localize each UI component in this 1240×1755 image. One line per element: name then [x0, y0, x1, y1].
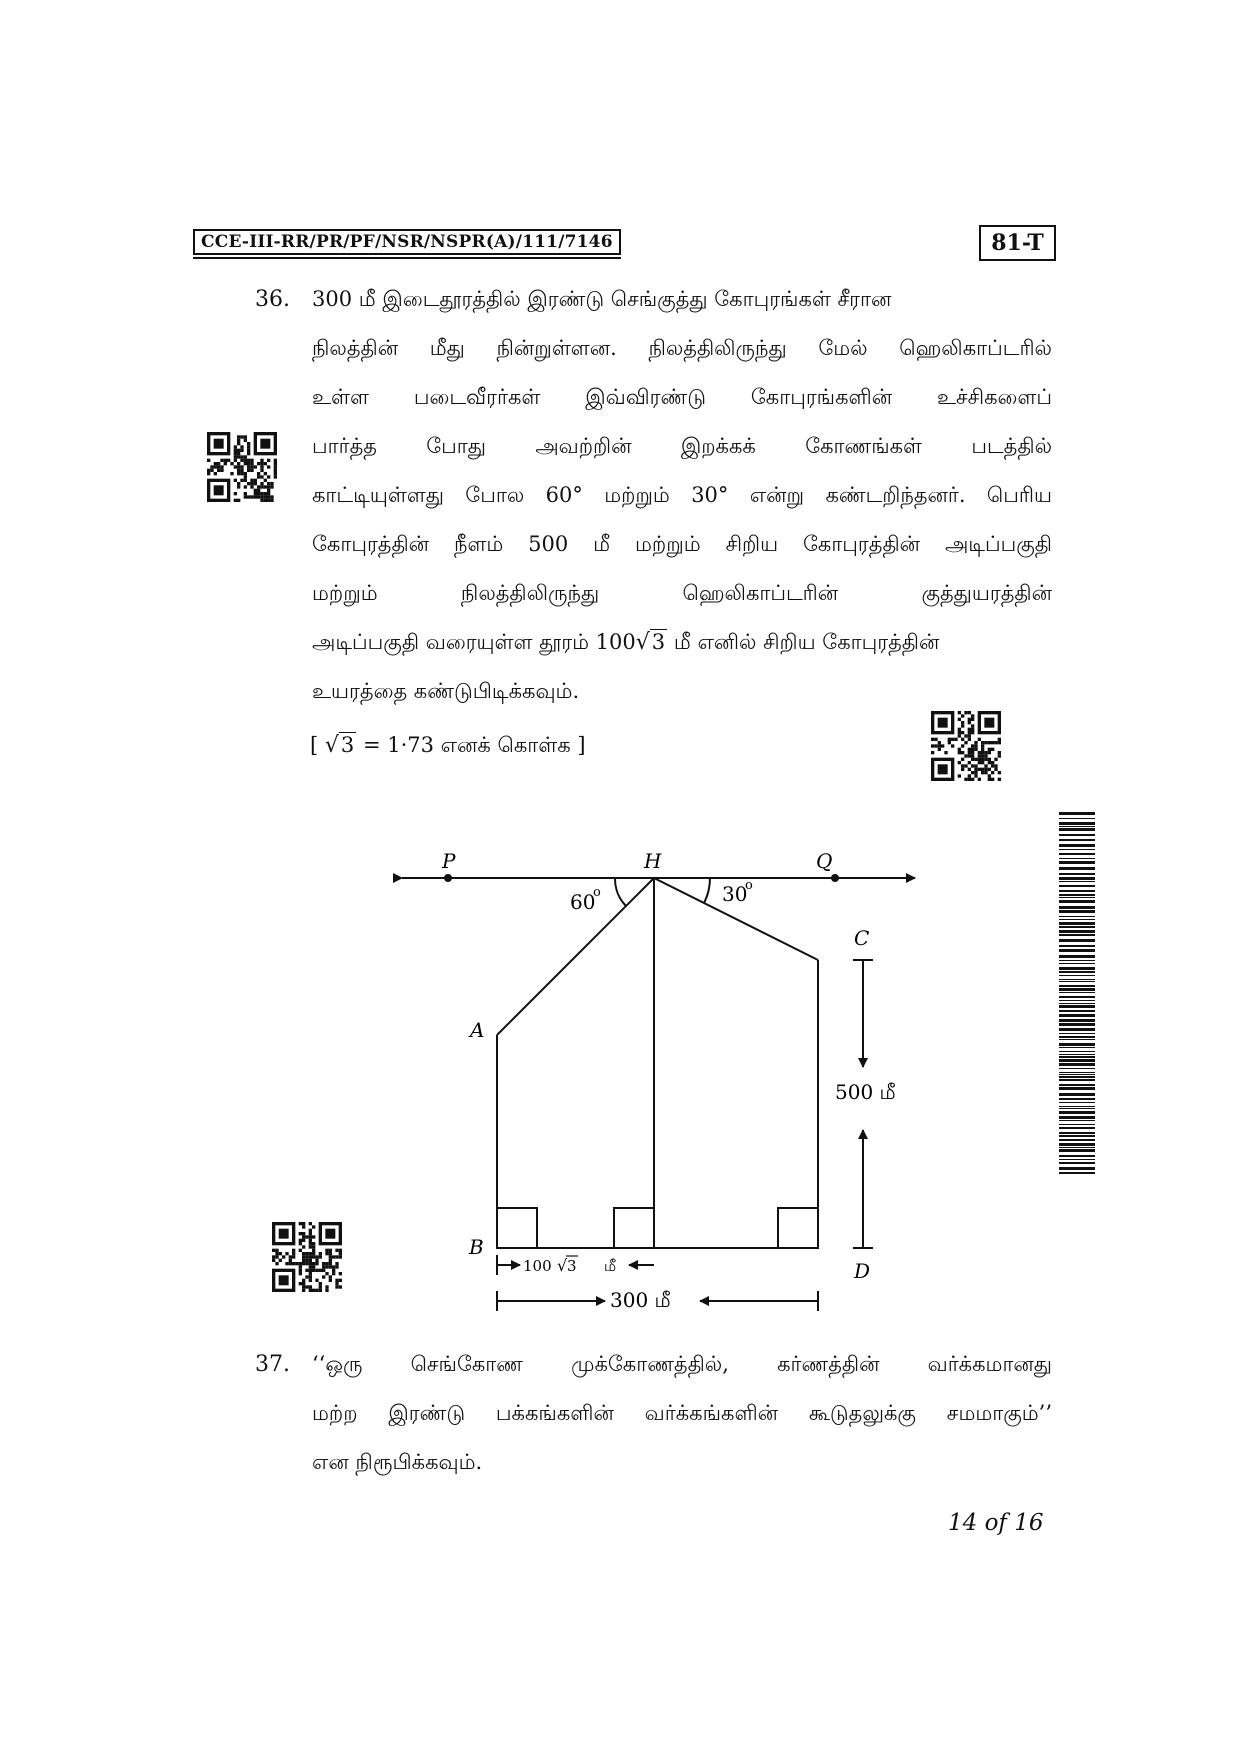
sqrt-symbol: √3: [635, 630, 666, 655]
right-angle-d: [778, 1208, 818, 1248]
angle-arc-30: [704, 878, 710, 903]
barcode: [1059, 812, 1095, 1174]
question-37-number: 37.: [255, 1352, 290, 1377]
hint-open-bracket: [: [310, 733, 319, 757]
q36-line-2: நிலத்தின் மீது நின்றுள்ளன. நிலத்திலிருந்து மேல் ஹெலிகாப்டரில்: [312, 336, 1052, 360]
label-a: A: [470, 1018, 485, 1042]
question-36-text: [312, 275, 1052, 716]
label-q: Q: [816, 849, 833, 873]
q36-line-8-start: அடிப்பகுதி வரையுள்ள தூரம் 100: [312, 630, 636, 654]
question-36-number: 36.: [255, 287, 290, 312]
label-degree-30: o: [745, 878, 753, 893]
question-paper-code: CCE-III-RR/PR/PF/NSR/NSPR(A)/111/7146: [193, 229, 621, 255]
label-base-small-prefix: 100: [523, 1257, 552, 1275]
label-base-small-unit: மீ: [604, 1257, 617, 1275]
label-angle-30: 30: [722, 882, 748, 906]
label-height-500: 500 மீ: [835, 1080, 896, 1104]
qr-code-right: [931, 711, 1001, 781]
subject-code: 81-T: [979, 225, 1056, 261]
q37-line-3: என நிரூபிக்கவும்.: [312, 1450, 483, 1474]
right-angle-b: [497, 1208, 537, 1248]
point-p: [444, 874, 452, 882]
q36-line-5: காட்டியுள்ளது போல 60° மற்றும் 30° என்று கண்டறிந்தனர். பெரிய: [312, 483, 1052, 507]
right-angle-foot: [614, 1208, 654, 1248]
label-h: H: [644, 849, 662, 873]
hint-sqrt-argument: 3: [340, 733, 355, 757]
q36-line-3: உள்ள படைவீரர்கள் இவ்விரண்டு கோபுரங்களின் உச்சிகளைப்: [312, 385, 1052, 409]
label-angle-60: 60: [570, 890, 596, 914]
q37-line-1: ‘‘ஒரு செங்கோண முக்கோணத்தில், கர்ணத்தின் வர்க்கமானது: [312, 1352, 1052, 1376]
label-b: B: [469, 1235, 484, 1259]
label-degree-60: o: [593, 885, 601, 900]
q36-line-1: 300 மீ இடைதூரத்தில் இரண்டு செங்குத்து கோபுரங்கள் சீரான: [312, 287, 892, 311]
q36-line-4: பார்த்த போது அவற்றின் இறக்கக் கோணங்கள் படத்தில்: [312, 434, 1052, 458]
label-base-total: 300 மீ: [610, 1288, 671, 1312]
label-p: P: [442, 849, 456, 873]
qr-code-left-top: [207, 432, 277, 502]
hint-sqrt: √3: [324, 733, 355, 758]
towers-diagram: [380, 830, 940, 1320]
q36-line-6: கோபுரத்தின் நீளம் 500 மீ மற்றும் சிறிய கோபுரத்தின் அடிப்பகுதி: [312, 532, 1052, 556]
angle-arc-60: [615, 878, 626, 906]
label-base-small-arg: 3: [567, 1257, 577, 1275]
page-number: 14 of 16: [948, 1510, 1044, 1536]
label-d: D: [854, 1259, 871, 1283]
sqrt-argument: 3: [651, 630, 666, 654]
label-base-small-radical: √: [557, 1256, 568, 1275]
hint-text: = 1·73 எனக் கொள்க ]: [356, 733, 586, 757]
q36-line-8: [312, 618, 1052, 667]
q37-line-2: மற்ற இரண்டு பக்கங்களின் வர்க்கங்களின் கூடுதலுக்கு சமமாகும்’’: [312, 1401, 1052, 1425]
point-q: [831, 874, 839, 882]
q36-line-9: உயரத்தை கண்டுபிடிக்கவும்.: [312, 679, 580, 703]
label-c: C: [854, 926, 870, 950]
question-37-text: [312, 1340, 1052, 1487]
approximation-hint: [310, 733, 586, 760]
q36-line-8-end: மீ எனில் சிறிய கோபுரத்தின்: [673, 630, 940, 654]
qr-code-left-bottom: [272, 1222, 342, 1292]
q36-line-7: மற்றும் நிலத்திலிருந்து ஹெலிகாப்டரின் குத்துயரத்தின்: [312, 581, 1052, 605]
